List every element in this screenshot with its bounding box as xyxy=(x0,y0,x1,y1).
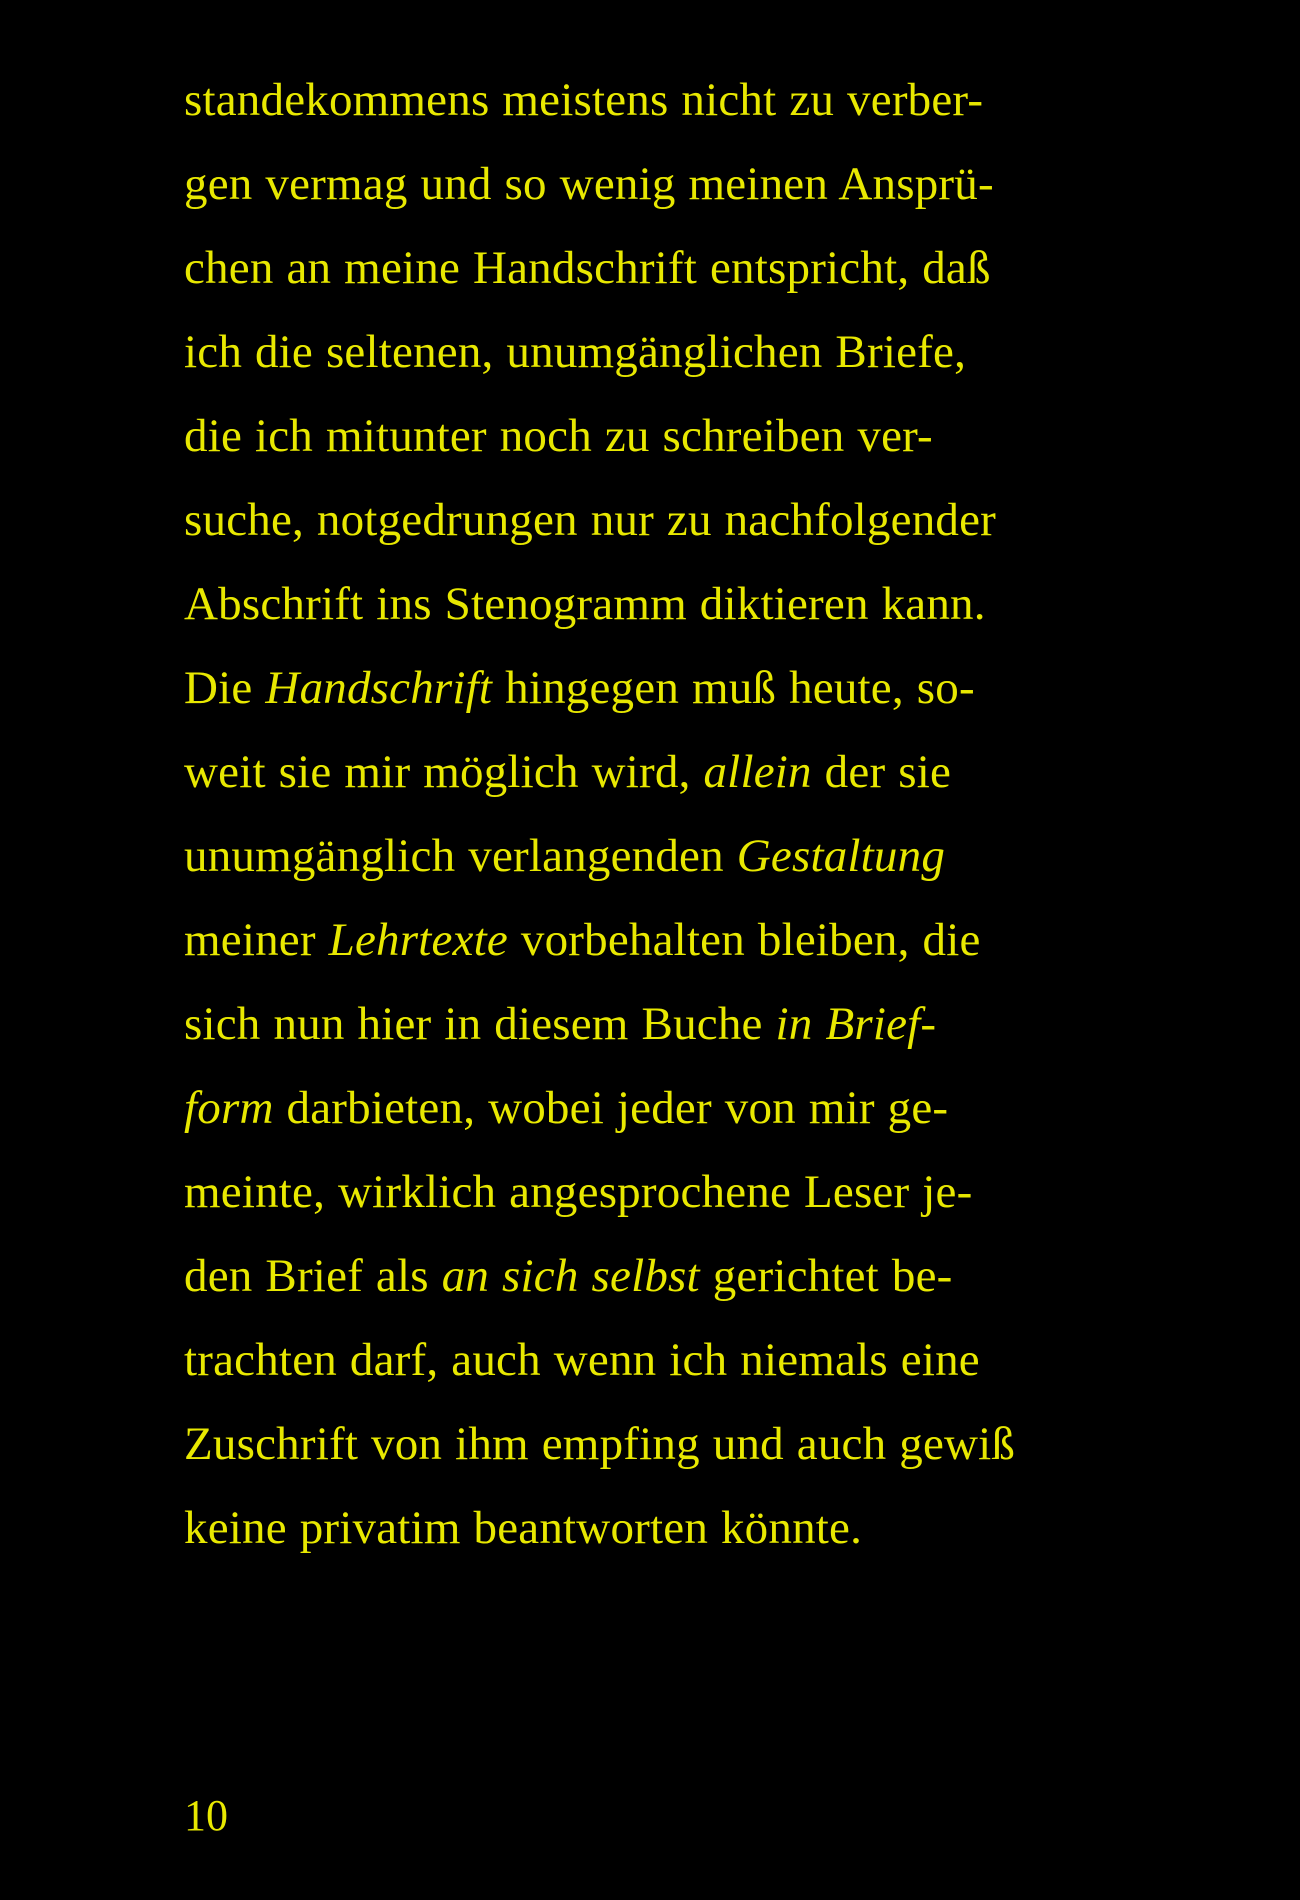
emphasis-text: allein xyxy=(703,746,812,798)
page-number: 10 xyxy=(184,1791,228,1840)
text-run: Zuschrift von ihm empfing und auch gewiß xyxy=(184,1418,1016,1470)
text-line xyxy=(184,898,1154,982)
emphasis-text: an sich selbst xyxy=(441,1250,700,1302)
text-line xyxy=(184,226,1154,310)
emphasis-text: Handschrift xyxy=(265,662,493,714)
text-run: vorbehalten bleiben, die xyxy=(507,914,981,966)
emphasis-text: form xyxy=(184,1082,274,1134)
text-line xyxy=(184,562,1154,646)
text-run: standekommens meistens nicht zu verber- xyxy=(184,74,984,126)
text-run: Abschrift ins Stenogramm diktieren kann. xyxy=(184,578,986,630)
emphasis-text: in Brief- xyxy=(775,998,937,1050)
text-run: hingegen muß heute, so- xyxy=(492,662,975,714)
text-line xyxy=(184,58,1154,142)
text-line xyxy=(184,394,1154,478)
text-run: suche, notgedrungen nur zu nachfolgender xyxy=(184,494,997,546)
text-line xyxy=(184,1318,1154,1402)
text-line xyxy=(184,982,1154,1066)
emphasis-text: Gestaltung xyxy=(736,830,946,882)
text-run: meinte, wirklich angesprochene Leser je- xyxy=(184,1166,973,1218)
text-line xyxy=(184,310,1154,394)
text-line xyxy=(184,814,1154,898)
text-run: keine privatim beantworten könnte. xyxy=(184,1502,863,1554)
text-run: ich die seltenen, unumgänglichen Briefe, xyxy=(184,326,967,378)
text-run: trachten darf, auch wenn ich niemals eine xyxy=(184,1334,980,1386)
text-line xyxy=(184,142,1154,226)
text-run: gen vermag und so wenig meinen Ansprü- xyxy=(184,158,994,210)
text-run: meiner xyxy=(184,914,329,966)
text-line xyxy=(184,1402,1154,1486)
text-run: die ich mitunter noch zu schreiben ver- xyxy=(184,410,933,462)
text-run: den Brief als xyxy=(184,1250,442,1302)
text-line xyxy=(184,646,1154,730)
text-run: sich nun hier in diesem Buche xyxy=(184,998,776,1050)
text-run: Die xyxy=(184,662,266,714)
emphasis-text: Lehrtexte xyxy=(328,914,508,966)
text-run: weit sie mir möglich wird, xyxy=(184,746,704,798)
page-body-text xyxy=(184,58,1154,1570)
text-line xyxy=(184,478,1154,562)
text-line xyxy=(184,730,1154,814)
text-run: unumgänglich verlangenden xyxy=(184,830,737,882)
text-line xyxy=(184,1486,1154,1570)
text-line xyxy=(184,1066,1154,1150)
text-run: chen an meine Handschrift entspricht, daß xyxy=(184,242,991,294)
text-line xyxy=(184,1150,1154,1234)
text-run: darbieten, wobei jeder von mir ge- xyxy=(273,1082,949,1134)
text-line xyxy=(184,1234,1154,1318)
text-run: gerichtet be- xyxy=(699,1250,953,1302)
text-run: der sie xyxy=(811,746,952,798)
